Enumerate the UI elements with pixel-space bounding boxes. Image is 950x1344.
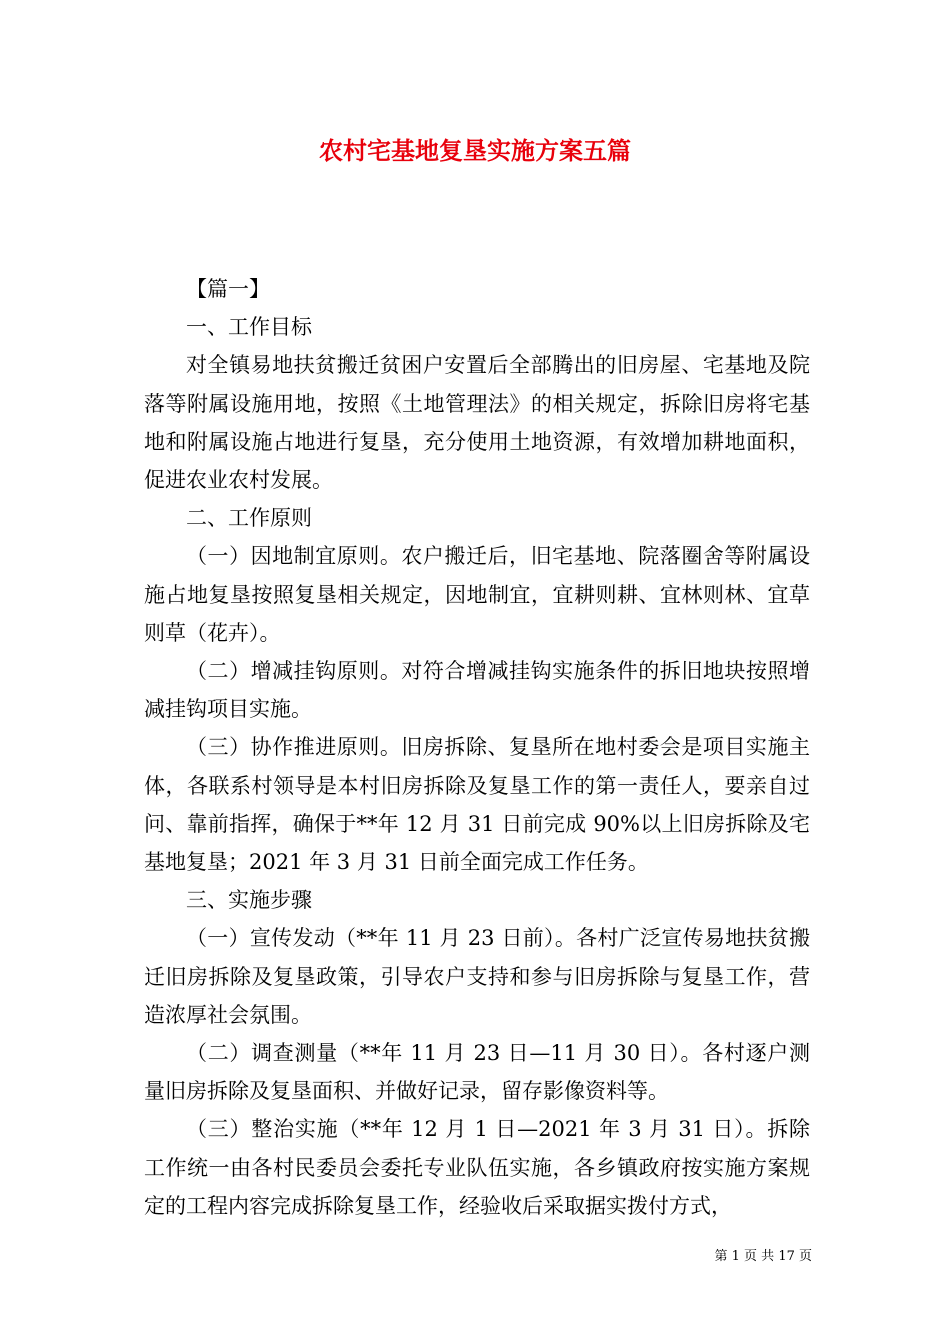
paragraph-step-3: （三）整治实施（**年 12 月 1 日—2021 年 3 月 31 日）。拆除工作统一由各村民委员会委托专业队伍实施，各乡镇政府按实施方案规定的工程内容完成拆除复垦工作，经验收后采取据实拨付方式， <box>144 1117 810 1218</box>
heading-work-principles: 二、工作原则 <box>186 506 312 531</box>
paragraph-step-2: （二）调查测量（**年 11 月 23 日—11 月 30 日）。各村逐户测量旧房拆除及复垦面积、并做好记录，留存影像资料等。 <box>144 1041 810 1104</box>
page-number: 第 1 页 共 17 页 <box>714 1249 812 1264</box>
paragraph-principle-1: （一）因地制宜原则。农户搬迁后，旧宅基地、院落圈舍等附属设施占地复垦按照复垦相关规定，因地制宜，宜耕则耕、宜林则林、宜草则草（花卉）。 <box>144 544 810 645</box>
paragraph-work-goal: 对全镇易地扶贫搬迁贫困户安置后全部腾出的旧房屋、宅基地及院落等附属设施用地，按照《土地管理法》的相关规定，拆除旧房将宅基地和附属设施占地进行复垦，充分使用土地资源，有效增加耕地面积，促进农业农村发展。 <box>144 353 810 493</box>
section-label: 【篇一】 <box>186 277 270 301</box>
heading-implementation-steps: 三、实施步骤 <box>186 888 312 913</box>
document-body <box>144 270 810 1225</box>
heading-work-goal: 一、工作目标 <box>186 315 312 340</box>
paragraph-step-1: （一）宣传发动（**年 11 月 23 日前）。各村广泛宣传易地扶贫搬迁旧房拆除及复垦政策，引导农户支持和参与旧房拆除与复垦工作，营造浓厚社会氛围。 <box>144 926 810 1027</box>
document-title: 农村宅基地复垦实施方案五篇 <box>319 136 631 165</box>
paragraph-principle-2: （二）增减挂钩原则。对符合增减挂钩实施条件的拆旧地块按照增减挂钩项目实施。 <box>144 659 810 722</box>
paragraph-principle-3: （三）协作推进原则。旧房拆除、复垦所在地村委会是项目实施主体，各联系村领导是本村旧房拆除及复垦工作的第一责任人，要亲自过问、靠前指挥，确保于**年 12 月 31 日前完成 90%以上旧房拆除及宅基地复垦；2021 年 3 月 31 日前全面完成工作任务。 <box>144 735 810 875</box>
